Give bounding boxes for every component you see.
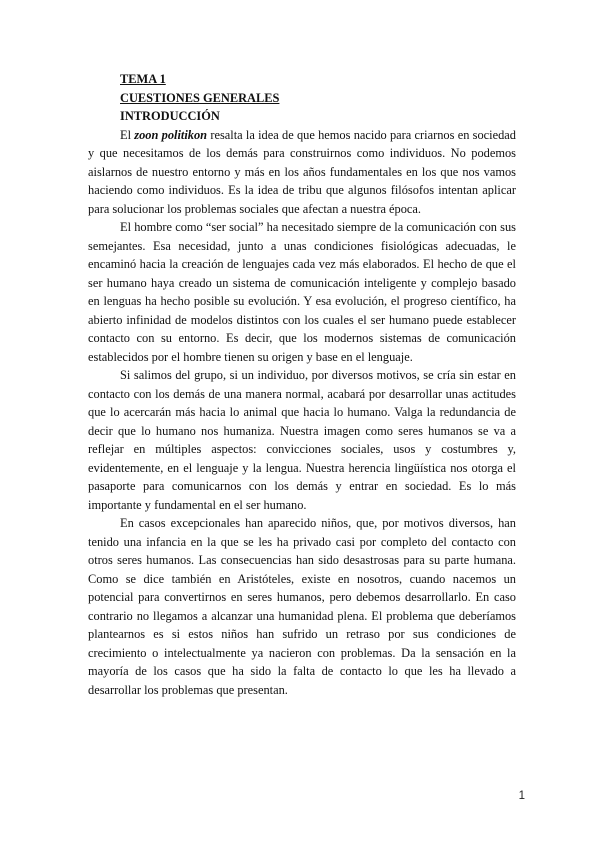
paragraph-2: El hombre como “ser social” ha necesitado siempre de la comunicación con sus semejantes. Esa necesidad, junto a unas condiciones fisiológicas adecuadas, le encaminó hacia la creación de lenguajes cada vez más elaborados. El hecho de que el ser humano haya creado un sistema de comunicación inteligente y complejo basado en lenguas ha hecho posible su evolución. Y esa evolución, el progreso científico, ha abierto infinidad de modelos distintos con los cuales el ser humano puede establecer contacto con su entorno. Es decir, que los modernos sistemas de comunicación establecidos por el hombre tienen su origen y base en el lenguaje. <box>88 220 516 364</box>
document-subtitle: CUESTIONES GENERALES <box>120 90 280 105</box>
page-number: 1 <box>518 790 525 802</box>
document-body <box>88 70 516 699</box>
paragraph-3: Si salimos del grupo, si un individuo, por diversos motivos, se cría sin estar en contacto con los demás de una manera normal, acabará por desarrollar unas actitudes que lo acercarán más hacia lo animal que hacia lo humano. Valga la redundancia de decir que lo humano nos humaniza. Nuestra imagen como seres humanos se va a reflejar en múltiples aspectos: convicciones sociales, usos y costumbres y, evidentemente, en el lenguaje y la lengua. Nuestra herencia lingüística nos otorga el pasaporte para comunicarnos con los demás y entrar en sociedad. Es lo más importante y fundamental en el ser humano. <box>88 368 516 512</box>
paragraph-1 <box>88 126 516 219</box>
zoon-politikon-term: zoon politikon <box>134 127 208 142</box>
paragraph-1-text: resalta la idea de que hemos nacido para criarnos en sociedad y que necesitamos de los demás para construirnos como individuos. No podemos aislarnos de nuestro entorno y más en los años fundamentales en los que nos vamos haciendo como individuos. Es la idea de tribu que algunos filósofos intentan aplicar para solucionar los problemas sociales que afectan a nuestra época. <box>88 127 517 216</box>
paragraph-4: En casos excepcionales han aparecido niños, que, por motivos diversos, han tenido una infancia en la que se les ha privado casi por completo del contacto con otros seres humanos. Las consecuencias han sido desastrosas para su parte humana. Como se dice también en Aristóteles, existe en nosotros, cuando nacemos un potencial para convertirnos en seres humanos, pero debemos desarrollarlo. En caso contrario no llegamos a alcanzar una humanidad plena. El problema que deberíamos plantearnos es si estos niños han sufrido un retraso por sus condiciones de crecimiento o intelectualmente ya nacieron con problemas. Da la sensación en la mayoría de los casos que ha sido la falta de contacto lo que les ha llevado a desarrollar los problemas que presentan. <box>88 516 516 697</box>
paragraph-1-lead: El <box>120 127 135 142</box>
section-heading: INTRODUCCIÓN <box>120 109 220 123</box>
document-title: TEMA 1 <box>120 72 166 86</box>
